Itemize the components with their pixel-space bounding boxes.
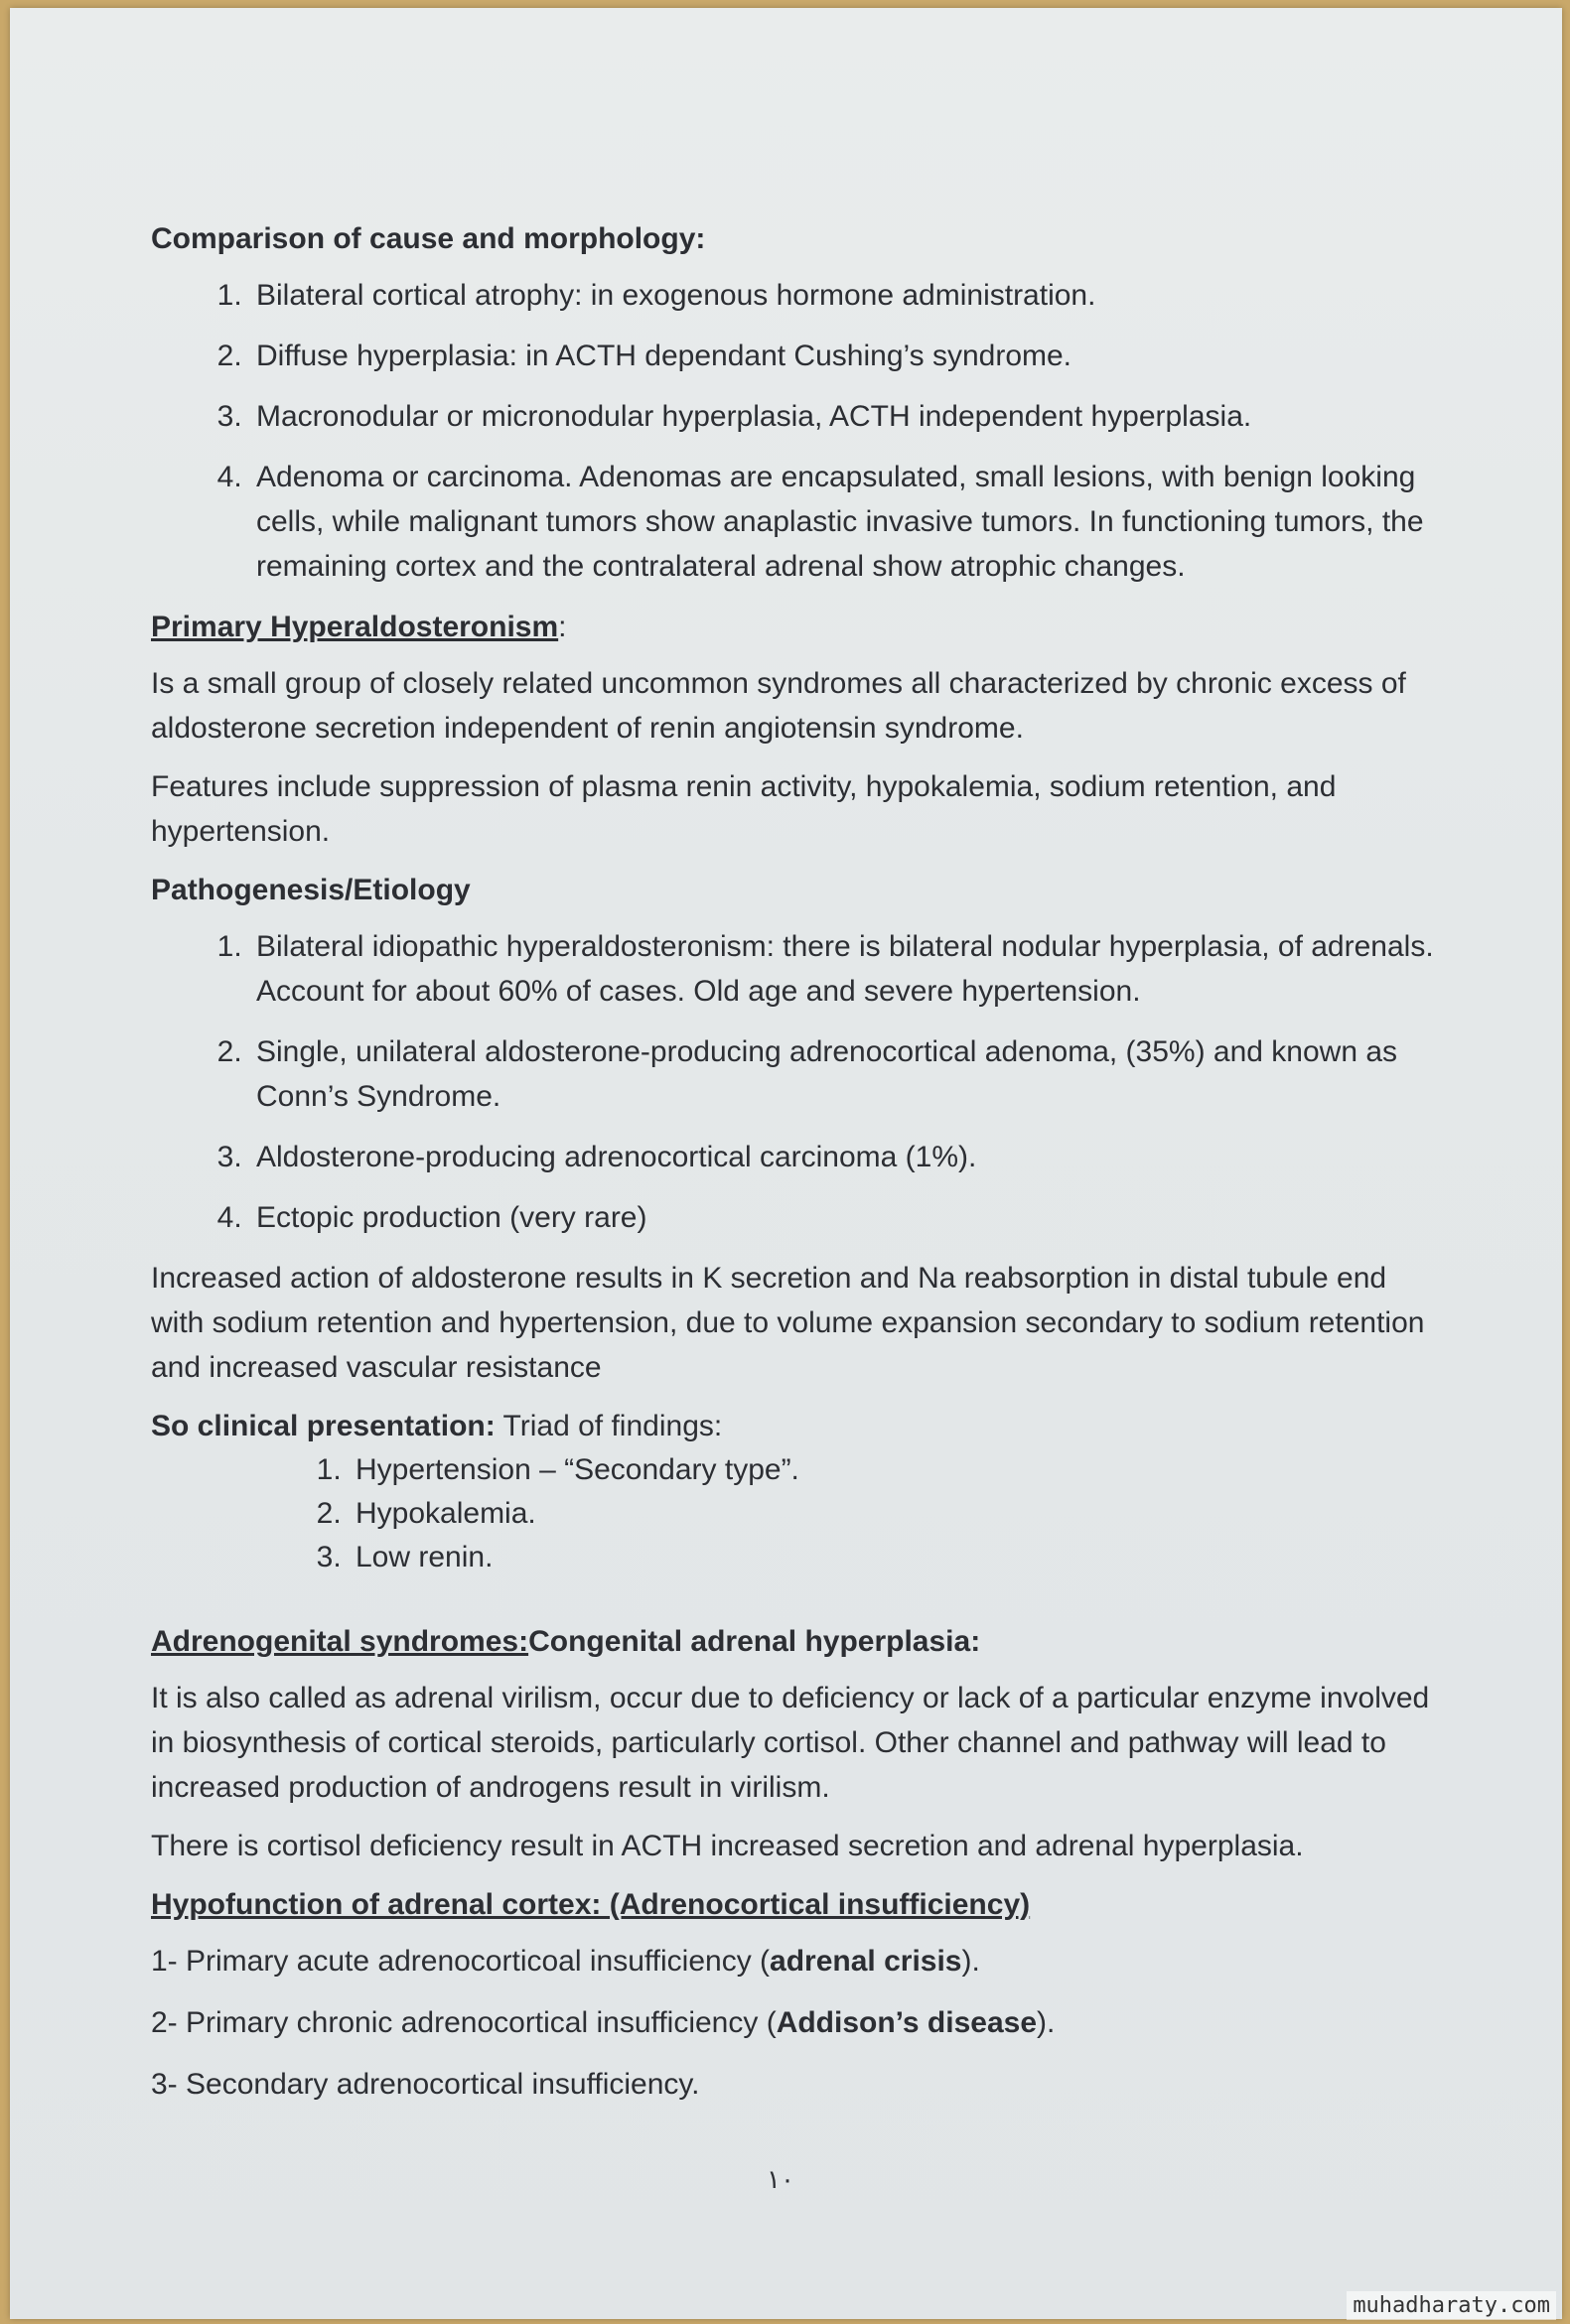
heading-text: Primary Hyperaldosteronism [151,611,559,643]
list-item: 1. Bilateral idiopathic hyperaldosteronism: there is bilateral nodular hyperplasia, of adrenals. Account for about 60% of cases. Old age and severe hypertension. [250,924,1442,1014]
paragraph: There is cortisol deficiency result in ACTH increased secretion and adrenal hyperplasia. [151,1830,1304,1862]
clinical-presentation-rest: Triad of findings: [495,1410,723,1442]
list-item: 3. Low renin. [350,1536,1442,1579]
document-page [10,8,1562,2319]
section-heading-adrenogenital [151,1619,1442,1664]
list-item: 3- Secondary adrenocortical insufficiency. [151,2068,700,2101]
document-content [151,216,1442,2123]
comparison-list [151,273,1442,589]
site-watermark: muhadharaty.com [1347,2291,1556,2320]
list-item [151,1939,1442,1983]
page-number: ١٠ [767,2164,794,2194]
item-end: ). [1037,2006,1056,2039]
heading-rest: Congenital adrenal hyperplasia: [528,1625,981,1658]
paragraph: It is also called as adrenal virilism, occur due to deficiency or lack of a particular enzyme involved in biosynthesis of cortical steroids, particularly cortisol. Other channel and pathway will lead to increased production of androgens result in virilism. [151,1682,1430,1804]
section-heading-comparison: Comparison of cause and morphology: [151,222,706,255]
list-item: 1. Bilateral cortical atrophy: in exogenous hormone administration. [250,273,1442,318]
clinical-presentation-label: So clinical presentation: [151,1410,496,1442]
item-text: 2- Primary chronic adrenocortical insufficiency ( [151,2006,777,2039]
item-bold: Addison’s disease [776,2006,1037,2039]
list-item: 4. Ectopic production (very rare) [250,1195,1442,1240]
heading-underlined: Adrenogenital syndromes: [151,1625,529,1658]
list-item: 4. Adenoma or carcinoma. Adenomas are encapsulated, small lesions, with benign looking cells, while malignant tumors show anaplastic invasive tumors. In functioning tumors, the remaining cortex and the contralateral adrenal show atrophic changes. [250,455,1442,589]
list-item [151,2000,1442,2045]
section-heading-pathogenesis: Pathogenesis/Etiology [151,874,471,906]
list-item: 3. Aldosterone-producing adrenocortical carcinoma (1%). [250,1135,1442,1179]
clinical-presentation-line [151,1404,1442,1448]
item-end: ). [961,1945,980,1978]
pathogenesis-list [151,924,1442,1240]
item-text: 1- Primary acute adrenocorticoal insufficiency ( [151,1945,771,1978]
list-item: 2. Hypokalemia. [350,1492,1442,1536]
list-item: 2. Single, unilateral aldosterone-producing adrenocortical adenoma, (35%) and known as Conn’s Syndrome. [250,1029,1442,1119]
section-heading-hyperaldosteronism [151,605,1442,649]
list-item: 2. Diffuse hyperplasia: in ACTH dependant Cushing’s syndrome. [250,334,1442,378]
paragraph: Features include suppression of plasma renin activity, hypokalemia, sodium retention, and hypertension. [151,770,1337,848]
triad-list [151,1448,1442,1579]
item-bold: adrenal crisis [770,1945,962,1978]
list-item: 3. Macronodular or micronodular hyperplasia, ACTH independent hyperplasia. [250,394,1442,439]
insufficiency-list [151,1939,1442,2107]
paragraph: Is a small group of closely related uncommon syndromes all characterized by chronic excess of aldosterone secretion independent of renin angiotensin syndrome. [151,667,1406,745]
section-heading-hypofunction: Hypofunction of adrenal cortex: (Adrenocortical insufficiency) [151,1888,1031,1921]
list-item: 1. Hypertension – “Secondary type”. [350,1448,1442,1492]
paragraph: Increased action of aldosterone results in K secretion and Na reabsorption in distal tubule end with sodium retention and hypertension, due to volume expansion secondary to sodium retention and increased vascular resistance [151,1262,1425,1384]
heading-colon: : [558,611,567,643]
